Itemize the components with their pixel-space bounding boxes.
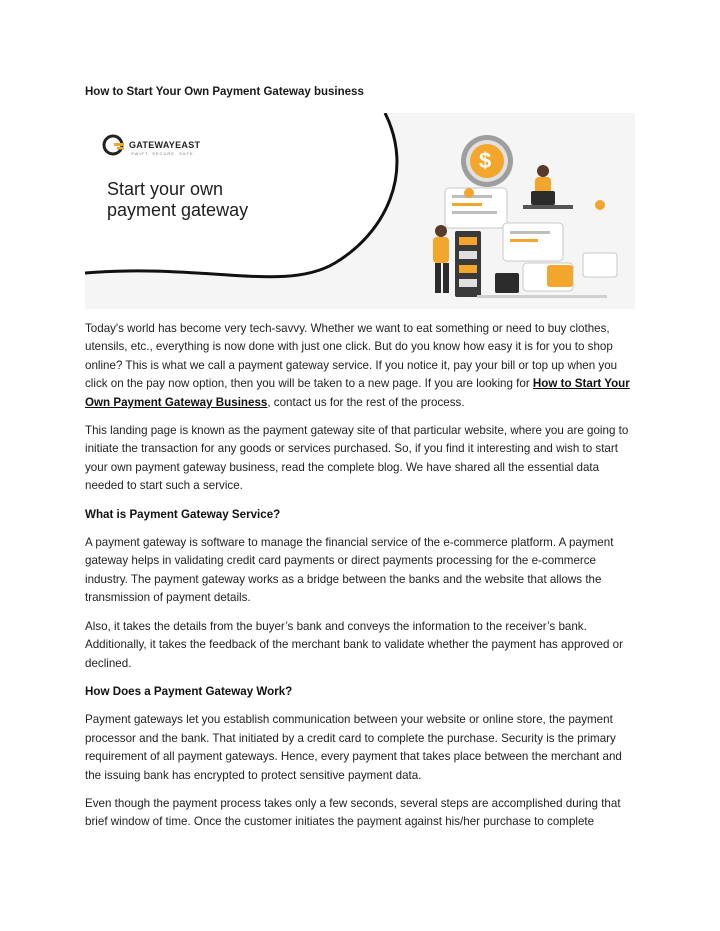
paragraph-process-steps: Even though the payment process takes only a few seconds, several steps are accomplished during that brief window of time. Once the customer initiates the payment against his/her purchase to complete	[85, 796, 621, 829]
paragraph-communication: Payment gateways let you establish communication between your website or online store, the payment processor and the bank. That initiated by a credit card to complete the purchase. Security is the primary requirement of all payment gateways. Hence, every payment that takes place between the merchant and the issuing bank has encrypted to protect sensitive payment data.	[85, 713, 622, 782]
banner-headline-line2: payment gateway	[107, 200, 249, 220]
section-heading-how-it-works: How Does a Payment Gateway Work?	[85, 684, 293, 698]
brand-tagline: SWIFT. SECURE. SAFE.	[131, 151, 196, 156]
paragraph-definition: A payment gateway is software to manage the financial service of the e-commerce platform. A payment gateway helps in validating credit card payments or direct payments processing for the e-commerce industry. The payment gateway works as a bridge between the banks and the website that allows the transmission of payment details.	[85, 536, 614, 605]
hero-banner-image	[85, 113, 635, 309]
document-title: How to Start Your Own Payment Gateway business	[85, 86, 364, 98]
banner-headline	[107, 179, 307, 221]
paragraph-intro-tail: , contact us for the rest of the process.	[267, 395, 465, 409]
coin-dollar-symbol: $	[479, 148, 492, 173]
paragraph-intro	[85, 320, 637, 412]
article-body	[85, 320, 637, 842]
paragraph-landing-page: This landing page is known as the payment gateway site of that particular website, where you are going to initiate the transaction for any goods or services purchased. So, if you find it interesting and wish to start your own payment gateway business, read the complete blog. We have shared all the essential data needed to start such a service.	[85, 424, 629, 493]
server-rack-icon	[455, 231, 481, 297]
paragraph-bank-details: Also, it takes the details from the buyer’s bank and conveys the information to the receiver’s bank. Additionally, it takes the feedback of the merchant bank to validate whether the payment has approved or declined.	[85, 619, 623, 670]
banner-headline-line1: Start your own	[107, 179, 224, 199]
article-link[interactable]: How to Start Your Own Payment Gateway Business	[85, 377, 630, 409]
brand-name: GATEWAYEAST	[129, 140, 201, 150]
paragraph-intro-text: Today's world has become very tech-savvy. Whether we want to eat something or need to buy clothes, utensils, etc., everything is now done with just one click. But do you know how easy it is for you to shop online? This is what we call a payment gateway service. If you notice it, pay your bill or top up when you click on the pay now option, then you will be taken to a new page. If you are looking for	[85, 322, 618, 391]
section-heading-what-is: What is Payment Gateway Service?	[85, 507, 281, 521]
